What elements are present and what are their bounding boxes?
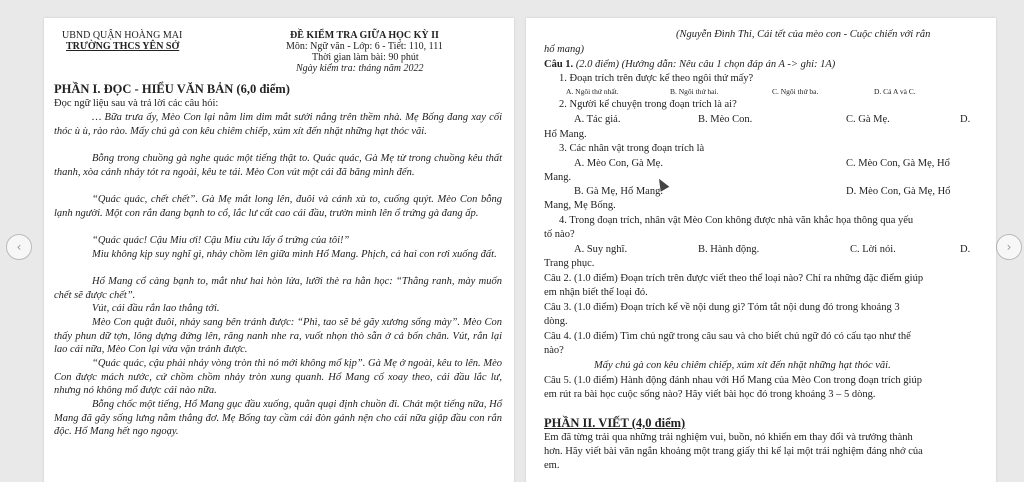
q1-option: C. Ngôi thứ ba. <box>772 87 819 96</box>
next-page-button[interactable]: › <box>996 234 1022 260</box>
q2-option-cont: Hổ Mang. <box>544 129 587 140</box>
passage-paragraph: Bỗng chốc một tiếng, Hổ Mang gục đầu xuống, quằn quại định chuồn đi. Chát một tiếng nữa, Hổ Mang đã gãy sống lưng nằm thẳng đơ. Mẹ Bống tay cầm cái đòn gánh nện cho cái nữa giập đầu con rắn độc. Hổ Mang hết ngo ngoạy. <box>54 399 502 438</box>
q4-prompt: 4. Trong đoạn trích, nhân vật Mèo Con không được nhà văn khắc họa thông qua yếu <box>559 215 914 226</box>
q3-option: C. Mèo Con, Gà Mẹ, Hổ <box>846 158 950 169</box>
question-4: Câu 4. (1.0 điểm) Tìm chủ ngữ trong câu sau và cho biết chủ ngữ đó có cấu tạo như thế <box>544 331 911 342</box>
q2-option: B. Mèo Con. <box>698 114 753 125</box>
source-line-1: (Nguyễn Đình Thi, Cái tết của mèo con - Cuộc chiến với rắn <box>676 29 931 40</box>
q4-option: B. Hành động. <box>698 244 760 255</box>
q1-prompt: 1. Đoạn trích trên được kể theo ngôi thứ mấy? <box>559 73 754 84</box>
passage-paragraph: Bỗng trong chuồng gà nghe quác một tiếng thật to. Quác quác, Gà Mẹ từ trong chuồng kêu thất thanh, xòa cánh nhảy tót ra ngoài, kêu te tái. Mèo Con vút một cái đã băng mình đến. <box>54 153 502 178</box>
prev-page-button[interactable]: ‹ <box>6 234 32 260</box>
q2-option: D. <box>960 114 971 125</box>
school-line-2: TRƯỜNG THCS YÊN SỞ <box>66 41 180 52</box>
passage-paragraph: Hổ Mang cổ càng bạnh to, mắt như hai hòn lửa, lưỡi thè ra hằn học: “Thằng ranh, mày muốn chết sẽ được chết”. <box>54 276 502 301</box>
passage-paragraph: Miu không kịp suy nghĩ gì, nhảy chồm lên giữa mình Hổ Mang. Phịch, cả hai con rơi xuống đất. <box>92 249 497 260</box>
q4-option-cont: Trang phục. <box>544 258 595 269</box>
question-2-cont: em nhận biết thể loại đó. <box>544 287 648 298</box>
exam-date: Ngày kiểm tra: tháng năm 2022 <box>296 63 424 74</box>
question-3-cont: dòng. <box>544 316 568 327</box>
passage-paragraph: … Bữa trưa ấy, Mèo Con lại nằm lim dim mắt sưởi nắng trên thềm nhà. Mẹ Bống đang xay cối thóc ù ù, rào rào. Mấy chú gà con kêu chiêm chiếp, xúm xít đến nhặt những hạt thóc vãi. <box>54 112 502 137</box>
passage-paragraph: Mèo Con quật đuôi, nhảy sang bên tránh được: “Phì, tao sẽ bẻ gãy xương sống mày”. Mèo Con thấy phun dữ tợn, lông dựng đứng lên, răng nanh nhe ra, vuốt nhọn thò sẵn ở cả bốn chân. Vút, rắn lại lao cái nữa, Mèo Con lại vừa vặn tránh được. <box>54 317 502 356</box>
q3-option: A. Mèo Con, Gà Mẹ. <box>574 158 663 169</box>
q4-prompt-cont: tố nào? <box>544 229 575 240</box>
question-1-label: Câu 1. <box>544 59 574 70</box>
left-page <box>44 18 514 482</box>
q2-option: C. Gà Mẹ. <box>846 114 890 125</box>
part2-text: hơn. Hãy viết bài văn ngắn khoảng một trang giấy thi kể lại một trải nghiệm đáng nhớ của <box>544 446 923 457</box>
question-5-cont: em rút ra bài học cuộc sống nào? Hãy viết bài học đó trong khoảng 3 – 5 dòng. <box>544 389 876 400</box>
q2-option: A. Tác giả. <box>574 114 621 125</box>
q3-option-cont: Mang, Mẹ Bống. <box>544 200 616 211</box>
exam-title: ĐỀ KIỂM TRA GIỮA HỌC KỲ II <box>290 30 439 41</box>
question-3: Câu 3. (1.0 điểm) Đoạn trích kể về nội dung gì? Tóm tắt nội dung đó trong khoảng 3 <box>544 302 900 313</box>
q2-prompt: 2. Người kể chuyện trong đoạn trích là ai? <box>559 99 737 110</box>
source-line-2: hổ mang) <box>544 44 584 55</box>
question-2: Câu 2. (1.0 điểm) Đoạn trích trên được viết theo thể loại nào? Chỉ ra những đặc điểm giúp <box>544 273 924 284</box>
passage-paragraph: “Quác quác, cậu phải nhảy vòng tròn thì nó mới không mổ kịp”. Gà Mẹ ở ngoài, kêu to lên. Mèo Con được mách nước, cứ chồm chồm nhảy tròn xung quanh. Hổ Mang cố xoay theo, cái đầu lắc lư, nhưng nó không mổ được cái nào nữa. <box>54 358 502 397</box>
question-4-cont: nào? <box>544 345 564 356</box>
question-4-quote: Mấy chú gà con kêu chiêm chiếp, xúm xít đến nhặt những hạt thóc vãi. <box>594 360 891 371</box>
exam-time: Thời gian làm bài: 90 phút <box>312 52 419 63</box>
q3-prompt: 3. Các nhân vật trong đoạn trích là <box>559 143 705 154</box>
q1-option: D. Cả A và C. <box>874 87 916 96</box>
q4-option: A. Suy nghĩ. <box>574 244 628 255</box>
question-1-text: (2.0 điểm) (Hướng dẫn: Nêu câu 1 chọn đáp án A -> ghi: 1A) <box>575 59 836 70</box>
part2-text: em. <box>544 460 560 471</box>
question-5: Câu 5. (1.0 điểm) Hành động đánh nhau với Hổ Mang của Mèo Con trong đoạn trích giúp <box>544 375 922 386</box>
part1-intro: Đọc ngữ liệu sau và trả lời các câu hỏi: <box>54 98 219 109</box>
q1-option: A. Ngôi thứ nhất. <box>566 87 619 96</box>
q4-option: D. <box>960 244 971 255</box>
part2-text: Em đã từng trải qua những trải nghiệm vui, buồn, nó khiến em thay đổi và trưởng thành <box>544 432 913 443</box>
part1-title: PHẦN I. ĐỌC - HIỂU VĂN BẢN (6,0 điểm) <box>54 82 290 96</box>
passage-paragraph: “Quác quác, chết chết”. Gà Mẹ mắt long lên, đuôi và cánh xù to, cuống quýt. Mèo Con bỗng lạnh người. Một con rắn đang bạnh to cổ, lắc lư cất cao cái đầu, trườn mình lên ổ trứng gà đang ấp. <box>54 194 502 219</box>
q1-option: B. Ngôi thứ hai. <box>670 87 719 96</box>
q4-option: C. Lời nói. <box>850 244 896 255</box>
passage-paragraph: “Quác quác! Cậu Miu ơi! Cậu Miu cứu lấy ổ trứng của tôi!” <box>92 235 350 246</box>
right-page <box>526 18 996 482</box>
q3-option-cont: Mang. <box>544 172 572 183</box>
school-line-1: UBND QUẬN HOÀNG MAI <box>62 30 183 41</box>
part2-title: PHẦN II. VIẾT (4,0 điểm) <box>544 416 686 430</box>
q3-option: D. Mèo Con, Gà Mẹ, Hổ <box>846 186 951 197</box>
passage-paragraph: Vút, cái đầu rắn lao thẳng tới. <box>92 303 220 314</box>
q3-option: B. Gà Mẹ, Hổ Mang. <box>574 186 663 197</box>
question-1 <box>544 58 835 72</box>
exam-subject: Môn: Ngữ văn - Lớp: 6 - Tiết: 110, 111 <box>286 41 443 52</box>
